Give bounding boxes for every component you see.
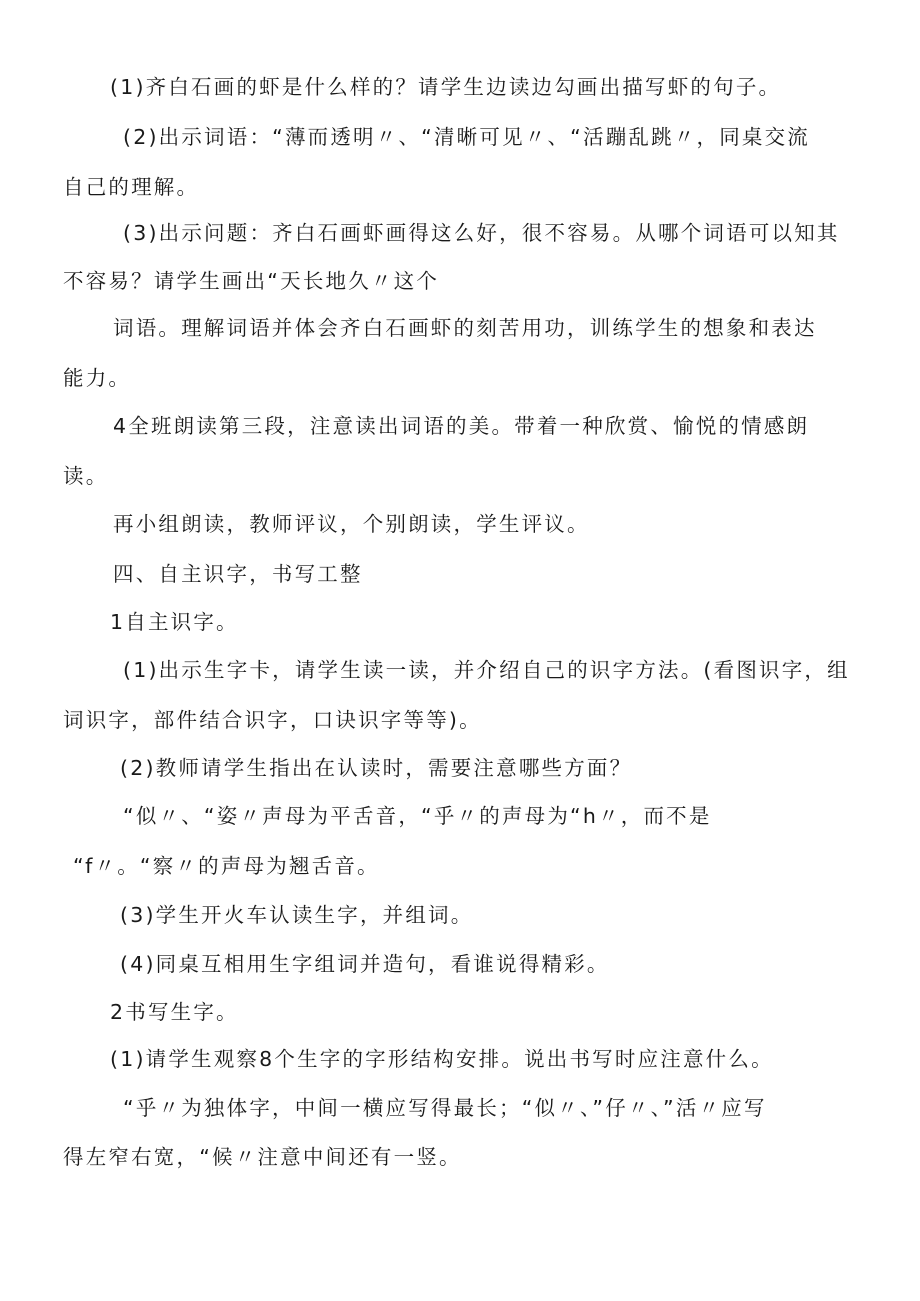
- paragraph-2-line-1: (2)出示词语：“薄而透明〃、“清晰可见〃、“活蹦乱跳〃，同桌交流: [123, 125, 810, 149]
- paragraph-11-line-1: “似〃、“姿〃声母为平舌音，“乎〃的声母为“h〃，而不是: [123, 804, 712, 828]
- subheading-1: 1自主识字。: [110, 610, 239, 634]
- paragraph-2-line-2: 自己的理解。: [63, 175, 200, 199]
- paragraph-16-line-2: 得左窄右宽，“候〃注意中间还有一竖。: [63, 1145, 462, 1169]
- paragraph-13-line-1: (4)同桌互相用生字组词并造句，看谁说得精彩。: [120, 952, 610, 976]
- paragraph-10-line-1: (2)教师请学生指出在认读时，需要注意哪些方面？: [120, 756, 633, 780]
- paragraph-5-line-1: 4全班朗读第三段，注意读出词语的美。带着一种欣赏、愉悦的情感朗: [113, 414, 810, 438]
- paragraph-4-line-2: 能力。: [63, 366, 132, 390]
- subheading-2: 2书写生字。: [110, 1000, 239, 1024]
- section-heading: 四、自主识字，书写工整: [113, 562, 363, 586]
- paragraph-6-line-1: 再小组朗读，教师评议，个别朗读，学生评议。: [113, 512, 590, 536]
- paragraph-4-line-1: 词语。理解词语并体会齐白石画虾的刻苦用功，训练学生的想象和表达: [113, 316, 817, 340]
- paragraph-11-line-2: “f〃。“察〃的声母为翘舌音。: [73, 854, 380, 878]
- paragraph-1-line-1: (1)齐白石画的虾是什么样的？请学生边读边勾画出描写虾的句子。: [110, 75, 782, 99]
- paragraph-12-line-1: (3)学生开火车认读生字，并组词。: [120, 903, 474, 927]
- paragraph-5-line-2: 读。: [63, 464, 109, 488]
- paragraph-9-line-1: (1)出示生字卡，请学生读一读，并介绍自己的识字方法。(看图识字，组: [123, 658, 850, 682]
- paragraph-3-line-1: (3)出示问题：齐白石画虾画得这么好，很不容易。从哪个词语可以知其: [123, 221, 840, 245]
- paragraph-9-line-2: 词识字，部件结合识字，口诀识字等等)。: [63, 708, 482, 732]
- paragraph-16-line-1: “乎〃为独体字，中间一横应写得最长；“似〃、”仔〃、”活〃应写: [123, 1096, 767, 1120]
- paragraph-3-line-2: 不容易？请学生画出“天长地久〃这个: [63, 269, 440, 293]
- paragraph-15-line-1: (1)请学生观察8个生字的字形结构安排。说出书写时应注意什么。: [110, 1047, 774, 1071]
